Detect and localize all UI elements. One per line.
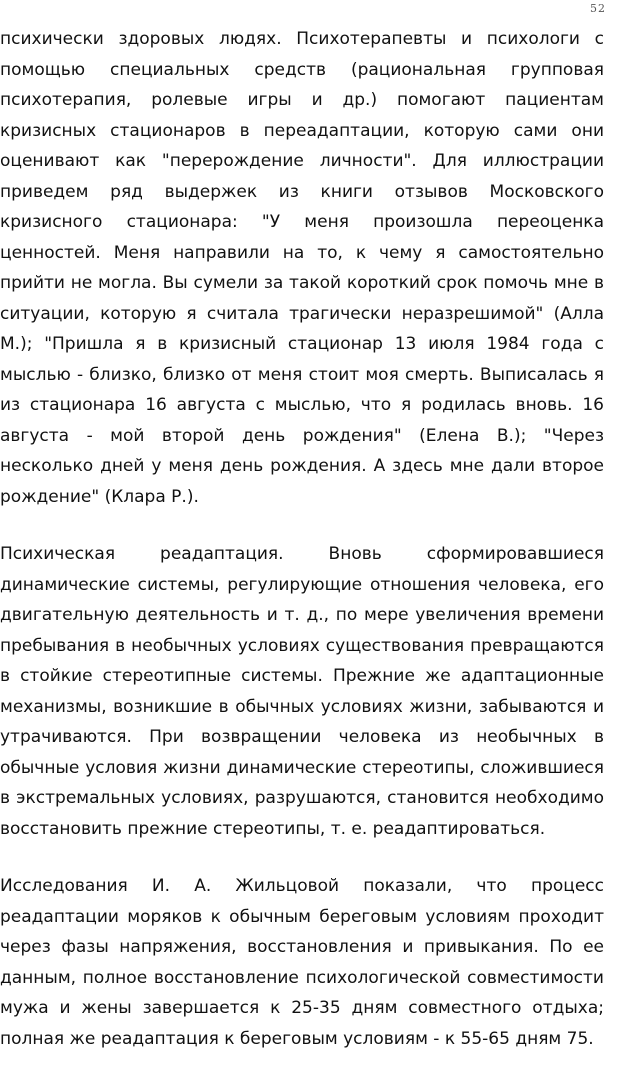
- paragraph-crisis-stations: психически здоровых людях. Психотерапевты и психологи с помощью специальных средств (рациональная групповая психотерапия, ролевые игры и др.) помогают пациентам кризисных стационаров в переадаптации, которую сами они оценивают как "перерождение личности". Для иллюстрации приведем ряд выдержек из книги отзывов Московского кризисного стационара: "У меня произошла переоценка ценностей. Меня направили на то, к чему я самостоятельно прийти не могла. Вы сумели за такой короткий срок помочь мне в ситуации, которую я считала трагически неразрешимой" (Алла М.); "Пришла я в кризисный стационар 13 июля 1984 года с мыслью - близко, близко от меня стоит моя смерть. Выписалась я из стационара 16 августа с мыслью, что я родилась вновь. 16 августа - мой второй день рождения" (Елена В.); "Через несколько дней у меня день рождения. А здесь мне дали второе рождение" (Клара Р.).: [0, 29, 604, 507]
- document-body: [0, 24, 604, 1081]
- paragraph-psychic-readaptation: Психическая реадаптация. Вновь сформировавшиеся динамические системы, регулирующие отношения человека, его двигательную деятельность и т. д., по мере увеличения времени пребывания в необычных условиях существования превращаются в стойкие стереотипные системы. Прежние же адаптационные механизмы, возникшие в обычных условиях жизни, забываются и утрачиваются. При возвращении человека из необычных в обычные условия жизни динамические стереотипы, сложившиеся в экстремальных условиях, разрушаются, становится необходимо восстановить прежние стереотипы, т. е. реадаптироваться.: [0, 544, 604, 839]
- page-number: 52: [590, 2, 606, 15]
- paragraph-sailors-research: Исследования И. А. Жильцовой показали, что процесс реадаптации моряков к обычным береговым условиям проходит через фазы напряжения, восстановления и привыкания. По ее данным, полное восстановление психологической совместимости мужа и жены завершается к 25-35 дням совместного отдыха; полная же реадаптация к береговым условиям - к 55-65 дням 75.: [0, 876, 604, 1049]
